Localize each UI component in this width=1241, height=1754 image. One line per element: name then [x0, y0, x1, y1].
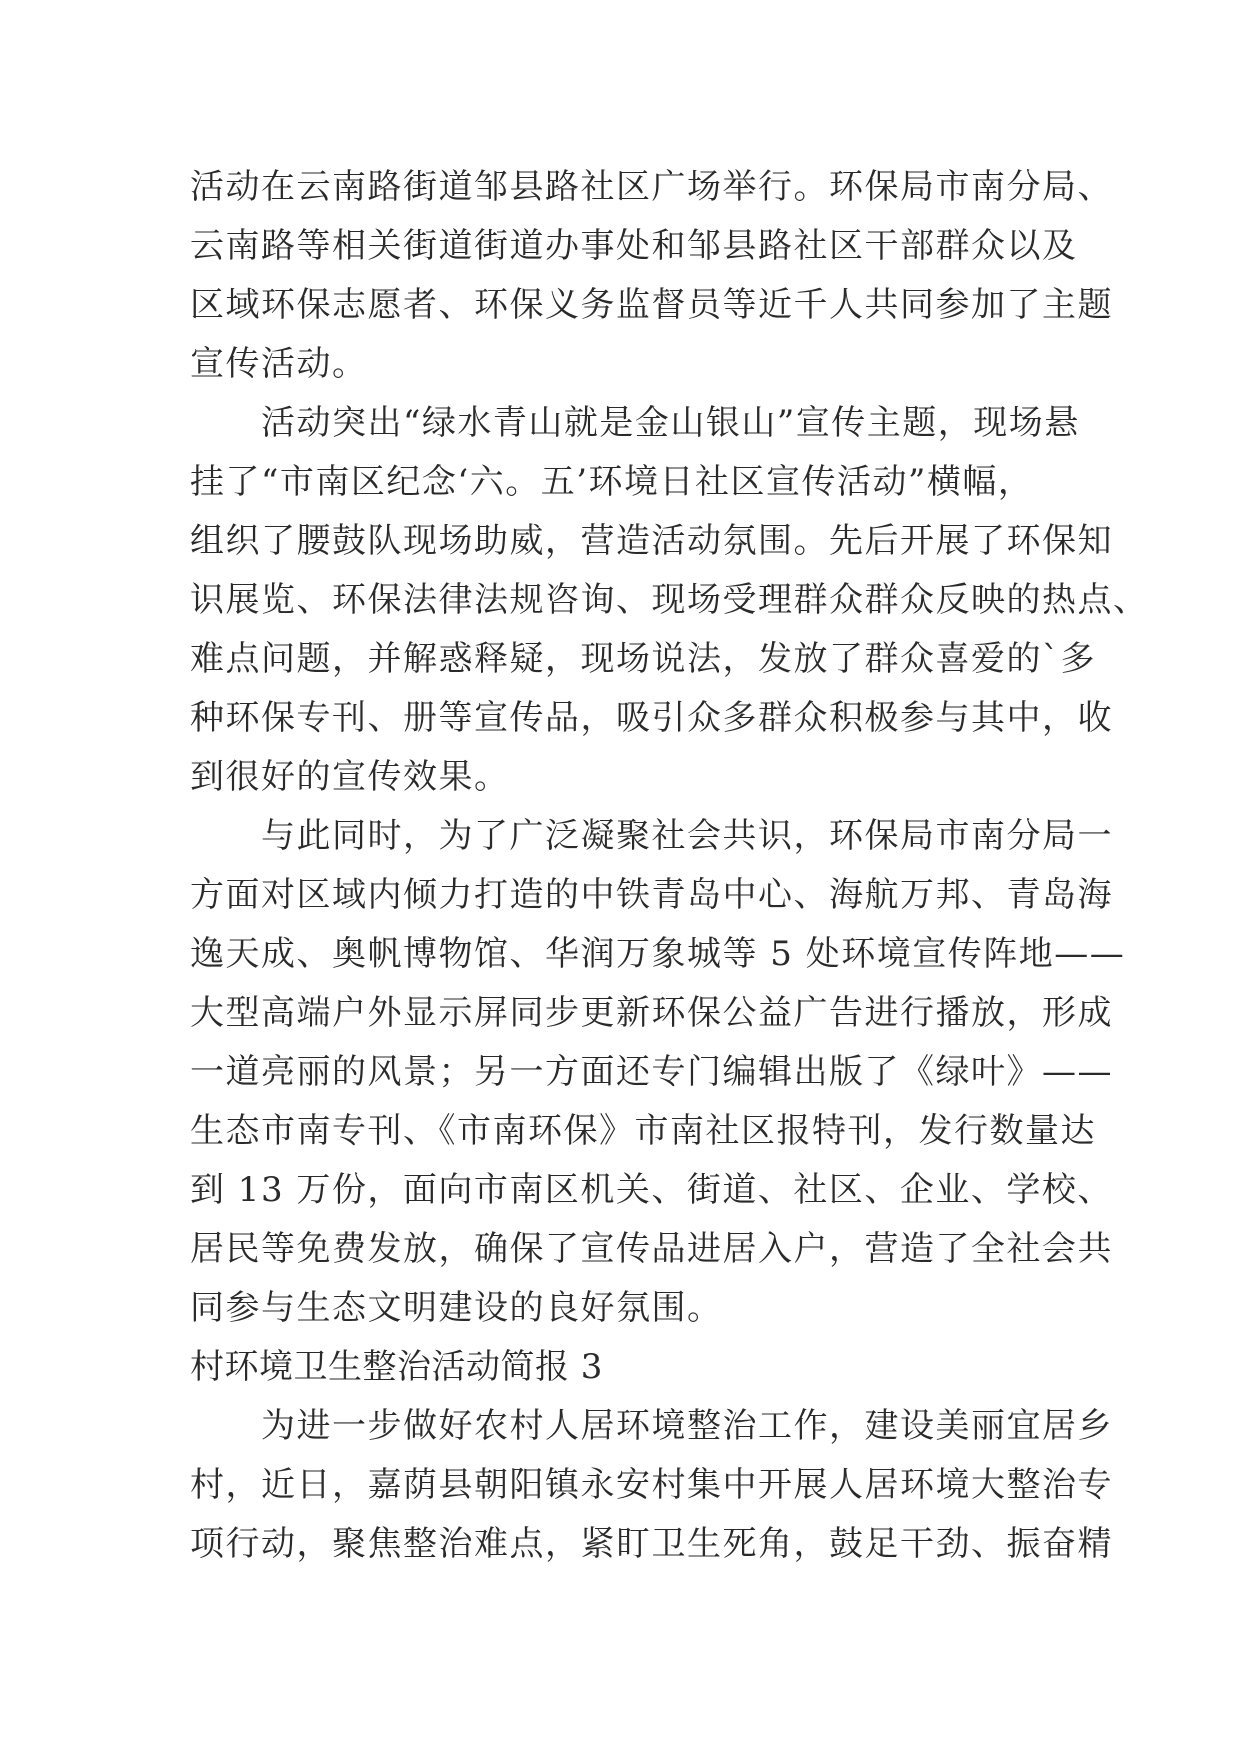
paragraph-first-line: 与此同时，为了广泛凝聚社会共识，环保局市南分局一 [190, 816, 1113, 856]
text-line: 同参与生态文明建设的良好氛围。 [190, 1288, 723, 1328]
text-line: 到 13 万份，面向市南区机关、街道、社区、企业、学校、 [190, 1170, 1113, 1210]
document-body [190, 158, 1149, 1574]
section-heading: 村环境卫生整治活动简报 3 [190, 1347, 603, 1387]
text-line: 大型高端户外显示屏同步更新环保公益广告进行播放，形成 [190, 993, 1113, 1033]
text-line: 方面对区域内倾力打造的中铁青岛中心、海航万邦、青岛海 [190, 875, 1113, 915]
paragraph-first-line: 活动突出“绿水青山就是金山银山”宣传主题，现场悬 [190, 403, 1080, 443]
paragraph-first-line: 为进一步做好农村人居环境整治工作，建设美丽宜居乡 [190, 1406, 1113, 1446]
text-line: 到很好的宣传效果。 [190, 757, 510, 797]
text-line: 挂了“市南区纪念‘六。五’环境日社区宣传活动”横幅， [190, 462, 1034, 502]
text-line: 村，近日，嘉荫县朝阳镇永安村集中开展人居环境大整治专 [190, 1465, 1113, 1505]
text-line: 活动在云南路街道邹县路社区广场举行。环保局市南分局、 [190, 167, 1113, 207]
text-line: 居民等免费发放，确保了宣传品进居入户，营造了全社会共 [190, 1229, 1113, 1269]
text-line: 逸天成、奥帆博物馆、华润万象城等 5 处环境宣传阵地—— [190, 934, 1126, 974]
text-line: 区域环保志愿者、环保义务监督员等近千人共同参加了主题 [190, 285, 1113, 325]
text-line: 生态市南专刊、《市南环保》市南社区报特刊，发行数量达 [190, 1111, 1096, 1151]
text-line: 宣传活动。 [190, 344, 368, 384]
text-line: 云南路等相关街道街道办事处和邹县路社区干部群众以及 [190, 226, 1078, 266]
text-line: 一道亮丽的风景；另一方面还专门编辑出版了《绿叶》—— [190, 1052, 1113, 1092]
text-line: 种环保专刊、册等宣传品，吸引众多群众积极参与其中，收 [190, 698, 1113, 738]
text-line: 组织了腰鼓队现场助威，营造活动氛围。先后开展了环保知 [190, 521, 1113, 561]
text-line: 难点问题，并解惑释疑，现场说法，发放了群众喜爱的`多 [190, 639, 1096, 679]
text-line: 项行动，聚焦整治难点，紧盯卫生死角，鼓足干劲、振奋精 [190, 1524, 1113, 1564]
text-line: 识展览、环保法律法规咨询、现场受理群众群众反映的热点、 [190, 580, 1149, 620]
